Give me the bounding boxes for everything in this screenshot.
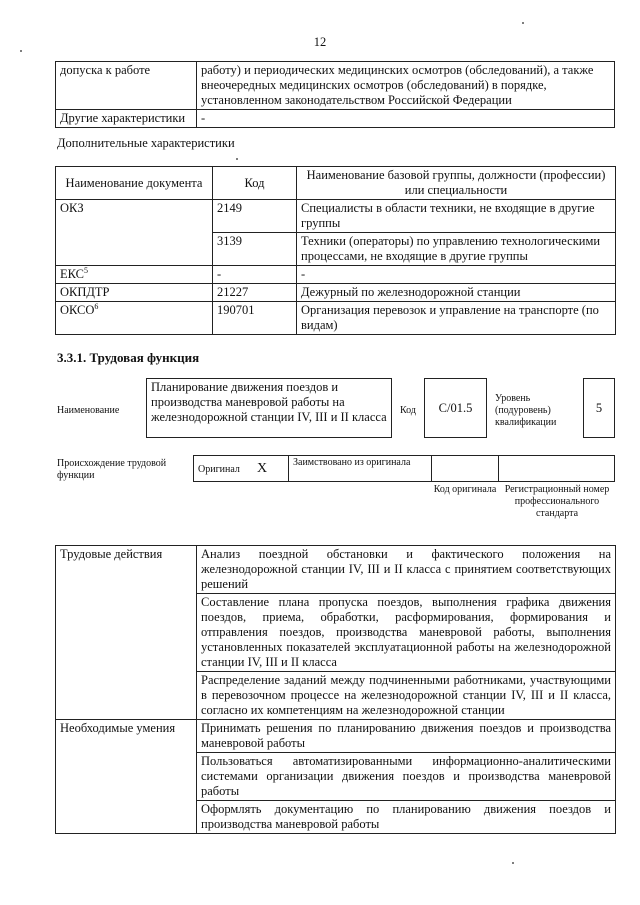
scan-speck	[522, 22, 524, 24]
scan-speck	[236, 158, 238, 160]
header-group-name: Наименование базовой группы, должности (профессии) или специальности	[297, 167, 616, 200]
doc-eks: ЕКС$^5$	[56, 266, 213, 284]
function-code-box	[424, 378, 487, 438]
level-box	[583, 378, 615, 438]
function-code: C/01.5	[438, 400, 473, 415]
name-label: Наименование	[57, 405, 120, 416]
actions-label: Трудовые действия	[56, 546, 197, 720]
borrowed-label: Заимствовано из оригинала	[289, 456, 432, 482]
table-row	[56, 110, 615, 128]
code-caption: Код оригинала	[433, 484, 497, 495]
page-number: 12	[313, 35, 327, 49]
skill-item: Пользоваться автоматизированными информационно-аналитическими системами организации движения поездов и производства маневровой работы	[197, 753, 616, 801]
code-label: Код	[400, 405, 416, 416]
action-item: Составление плана пропуска поездов, выполнения графика движения поездов, приема, обработки, расформирования, формирования и отправления поездов, производства маневровой работы, выполнения установленных показателей эксплуатационной работы на железнодорожной станции IV, III и II класса	[197, 594, 616, 672]
origin-label: Происхождение трудовой функции	[57, 458, 167, 481]
table-row	[194, 456, 615, 482]
duties-table	[55, 545, 616, 834]
section-title: 3.3.1. Трудовая функция	[57, 350, 200, 365]
header-code: Код	[213, 167, 297, 200]
table-row	[56, 62, 615, 110]
table-header-row	[56, 167, 616, 200]
registration-number-cell	[499, 456, 615, 482]
table-cell-value: -	[197, 110, 615, 128]
function-name-box: Планирование движения поездов и производства маневровой работы на железнодорожной станции IV, III и II класса	[146, 378, 392, 438]
table-row	[56, 266, 616, 284]
table-row	[56, 302, 616, 335]
level-value: 5	[595, 400, 603, 415]
table-row	[56, 546, 616, 594]
action-item: Анализ поездной обстановки и фактического положения на железнодорожной станции IV, III и II класса с принятием соответствующих решений	[197, 546, 616, 594]
action-item: Распределение заданий между подчиненными работниками, участвующими в перевозочном процессе на железнодорожной станции IV, III и II класса, согласно их компетенциям на железнодорожной станции	[197, 672, 616, 720]
doc-okso: ОКСО$^6$	[56, 302, 213, 335]
original-mark: X	[257, 461, 268, 476]
name-cell: Организация перевозок и управление на транспорте (по видам)	[297, 302, 616, 335]
header-document-name: Наименование документа	[56, 167, 213, 200]
table-cell-label: допуска к работе	[56, 62, 197, 110]
name-cell: -	[297, 266, 616, 284]
original-code-cell	[432, 456, 499, 482]
doc-okpdtr: ОКПДТР	[56, 284, 213, 302]
code-cell: -	[213, 266, 297, 284]
classification-table	[55, 166, 616, 335]
origin-table	[193, 455, 615, 482]
footnote-mark: 6	[94, 302, 99, 311]
skill-item: Оформлять документацию по планированию движения поездов и производства маневровой работы	[197, 801, 616, 834]
name-cell: Специалисты в области техники, не входящие в другие группы	[297, 200, 616, 233]
table-row	[56, 284, 616, 302]
table-row	[56, 200, 616, 233]
level-label: Уровень (подуровень) квалификации	[495, 393, 557, 428]
scan-speck	[20, 50, 22, 52]
name-cell: Техники (операторы) по управлению технологическими процессами, не входящие в другие группы	[297, 233, 616, 266]
table-cell-value: работу) и периодических медицинских осмотров (обследований), а также внеочередных медицинских осмотров (обследований) в порядке, установленном законодательством Российской Федерации	[197, 62, 615, 110]
code-cell: 3139	[213, 233, 297, 266]
skills-label: Необходимые умения	[56, 720, 197, 834]
table-row	[56, 720, 616, 753]
footnote-mark: 5	[84, 266, 88, 275]
skill-item: Принимать решения по планированию движения поездов и производства маневровой работы	[197, 720, 616, 753]
scan-speck	[512, 862, 514, 864]
code-cell: 2149	[213, 200, 297, 233]
registration-caption: Регистрационный номер профессионального стандарта	[504, 484, 610, 519]
name-cell: Дежурный по железнодорожной станции	[297, 284, 616, 302]
original-label: Оригинал	[198, 464, 240, 475]
table-cell-label: Другие характеристики	[56, 110, 197, 128]
doc-okz: ОКЗ	[56, 200, 213, 266]
code-cell: 21227	[213, 284, 297, 302]
original-cell	[194, 456, 289, 482]
code-cell: 190701	[213, 302, 297, 335]
section-subtitle: Дополнительные характеристики	[57, 136, 235, 150]
admission-table	[55, 61, 615, 128]
